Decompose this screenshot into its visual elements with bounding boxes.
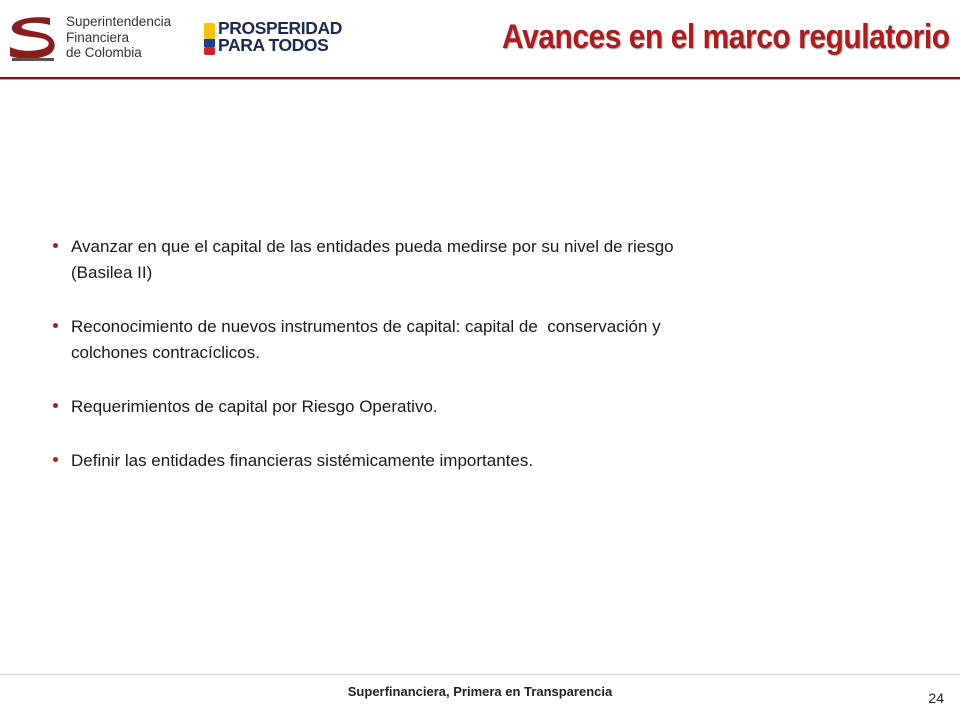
- prosperidad-logo-text: [218, 20, 342, 54]
- bullet-line: Definir las entidades financieras sistémicamente importantes.: [71, 451, 534, 470]
- colombia-flag-icon: [204, 23, 215, 55]
- footer-divider: [0, 674, 960, 675]
- bullet-item: [52, 234, 872, 286]
- slide-header: [0, 0, 960, 80]
- superfinanciera-logo-text: [66, 14, 171, 61]
- page-number: 24: [928, 690, 944, 706]
- sfc-logo-line: Financiera: [66, 29, 130, 45]
- bullet-line: Avanzar en que el capital de las entidades pueda medirse por su nivel de riesgo: [71, 237, 674, 256]
- bullet-marker-icon: [53, 403, 58, 408]
- bullet-line: Requerimientos de capital por Riesgo Operativo.: [71, 397, 438, 416]
- bullet-list: [52, 234, 872, 474]
- superfinanciera-logo-mark-icon: [6, 14, 58, 62]
- superfinanciera-logo: [6, 12, 176, 64]
- bullet-item: [52, 394, 872, 420]
- bullet-line: Reconocimiento de nuevos instrumentos de capital: capital de conservación y: [71, 317, 661, 336]
- sfc-logo-line: de Colombia: [66, 45, 142, 60]
- sfc-logo-line: Superintendencia: [66, 14, 172, 29]
- bullet-item: [52, 448, 872, 474]
- pros-logo-line: PARA TODOS: [218, 35, 329, 55]
- footer-tagline: Superfinanciera, Primera en Transparencia: [347, 684, 613, 699]
- bullet-line: (Basilea II): [71, 263, 153, 282]
- prosperidad-logo: [200, 19, 350, 61]
- bullet-item: [52, 314, 872, 366]
- bullet-marker-icon: [53, 243, 58, 248]
- bullet-marker-icon: [53, 323, 58, 328]
- slide-title: Avances en el marco regulatorio: [502, 18, 950, 56]
- pros-logo-line: PROSPERIDAD: [218, 18, 342, 38]
- header-divider-shadow: [0, 79, 960, 80]
- bullet-marker-icon: [53, 457, 58, 462]
- bullet-line: colchones contracíclicos.: [71, 343, 260, 362]
